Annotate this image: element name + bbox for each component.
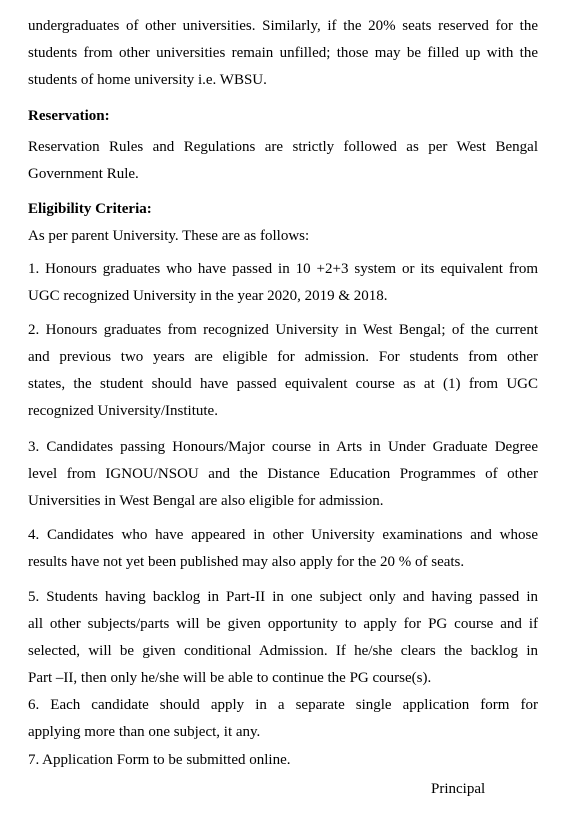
signature-principal: Principal: [431, 781, 486, 797]
text-line: selected, will be given conditional Admission. If he/she clears the backlog in: [28, 643, 538, 659]
text-line: 1. Honours graduates who have passed in 10 +2+3 system or its equivalent from: [28, 261, 538, 277]
text-line: Government Rule.: [28, 166, 139, 182]
text-line: results have not yet been published may also apply for the 20 % of seats.: [28, 554, 465, 570]
eligibility-item-3: [28, 434, 538, 515]
eligibility-item-2: [28, 317, 538, 425]
text-line: and previous two years are eligible for admission. For students from other: [28, 349, 538, 365]
text-line: level from IGNOU/NSOU and the Distance Education Programmes of other: [28, 466, 538, 482]
text-line: 2. Honours graduates from recognized University in West Bengal; of the current: [28, 322, 538, 338]
eligibility-item-6: [28, 692, 538, 746]
text-line: Reservation Rules and Regulations are strictly followed as per West Bengal: [28, 139, 538, 155]
text-line: 6. Each candidate should apply in a separate single application form for: [28, 697, 538, 713]
reservation-paragraph: [28, 134, 538, 188]
eligibility-intro: As per parent University. These are as follows:: [28, 228, 310, 244]
text-line: students from other universities remain unfilled; those may be filled up with the: [28, 45, 538, 61]
eligibility-item-5: [28, 584, 538, 692]
intro-paragraph: [28, 13, 538, 94]
text-line: undergraduates of other universities. Similarly, if the 20% seats reserved for the: [28, 18, 538, 34]
text-line: 7. Application Form to be submitted online.: [28, 752, 291, 768]
text-line: states, the student should have passed equivalent course as at (1) from UGC: [28, 376, 538, 392]
eligibility-item-7: [28, 747, 538, 774]
text-line: all other subjects/parts will be given opportunity to apply for PG course and if: [28, 616, 538, 632]
eligibility-item-4: [28, 522, 538, 576]
text-line: 3. Candidates passing Honours/Major course in Arts in Under Graduate Degree: [28, 439, 538, 455]
text-line: Part –II, then only he/she will be able to continue the PG course(s).: [28, 670, 432, 686]
text-line: 5. Students having backlog in Part-II in one subject only and having passed in: [28, 589, 538, 605]
text-line: Universities in West Bengal are also eligible for admission.: [28, 493, 384, 509]
text-line: applying more than one subject, it any.: [28, 724, 261, 740]
reservation-heading: Reservation:: [28, 108, 110, 124]
text-line: students of home university i.e. WBSU.: [28, 72, 267, 88]
text-line: recognized University/Institute.: [28, 403, 218, 419]
eligibility-item-1: [28, 256, 538, 310]
eligibility-heading: Eligibility Criteria:: [28, 201, 152, 217]
text-line: 4. Candidates who have appeared in other University examinations and whose: [28, 527, 538, 543]
text-line: UGC recognized University in the year 2020, 2019 & 2018.: [28, 288, 388, 304]
